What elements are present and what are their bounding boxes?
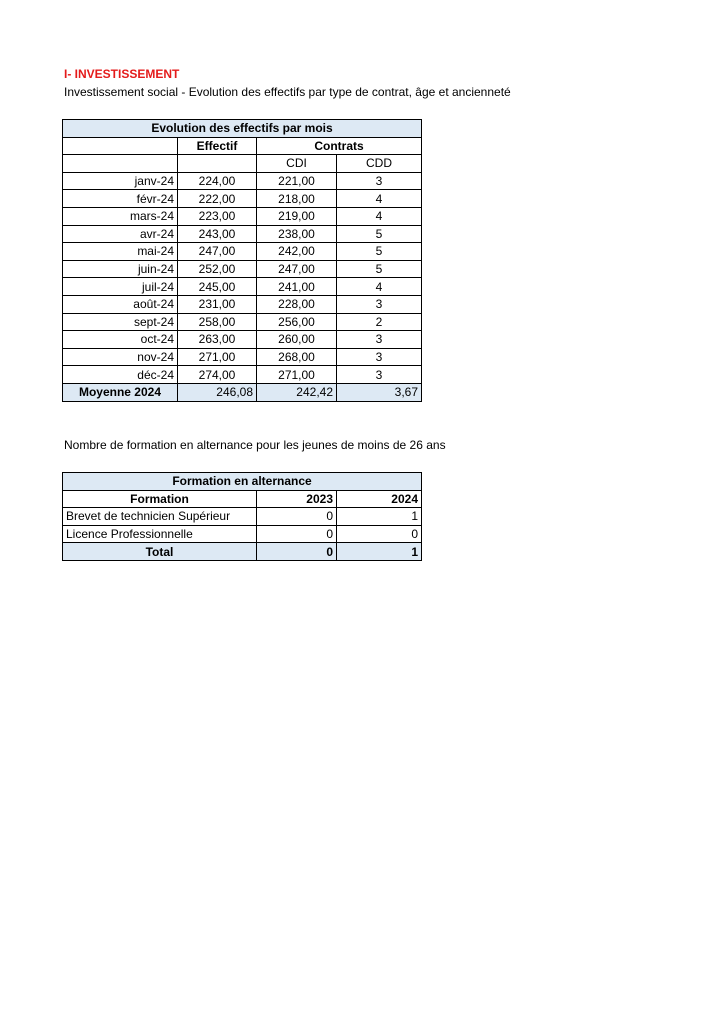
cdd-cell: 3: [337, 348, 422, 366]
effectif-cell: 274,00: [178, 366, 257, 384]
cdi-cell: 241,00: [257, 278, 337, 296]
header-2024: 2024: [337, 490, 422, 508]
table-row: [63, 508, 422, 526]
cdi-cell: 238,00: [257, 225, 337, 243]
cdd-cell: 5: [337, 260, 422, 278]
month-cell: juin-24: [63, 260, 178, 278]
cdi-cell: 218,00: [257, 190, 337, 208]
cdi-cell: 256,00: [257, 313, 337, 331]
effectif-cell: 223,00: [178, 207, 257, 225]
value-2023-cell: 0: [257, 525, 337, 543]
month-cell: févr-24: [63, 190, 178, 208]
effectif-cell: 258,00: [178, 313, 257, 331]
effectif-cell: 252,00: [178, 260, 257, 278]
effectif-cell: 224,00: [178, 172, 257, 190]
effectif-cell: 245,00: [178, 278, 257, 296]
value-2024-cell: 1: [337, 508, 422, 526]
cdd-cell: 3: [337, 295, 422, 313]
month-cell: avr-24: [63, 225, 178, 243]
header-2023: 2023: [257, 490, 337, 508]
average-effectif: 246,08: [178, 383, 257, 401]
alternance-note: Nombre de formation en alternance pour les jeunes de moins de 26 ans: [64, 438, 446, 452]
header-contrats: Contrats: [257, 137, 422, 155]
cdd-cell: 5: [337, 243, 422, 261]
average-cdd: 3,67: [337, 383, 422, 401]
formation-name-cell: Brevet de technicien Supérieur: [63, 508, 257, 526]
cdd-cell: 4: [337, 207, 422, 225]
table-row: [63, 366, 422, 384]
alternance-table-title: Formation en alternance: [63, 473, 422, 491]
table-row: [63, 207, 422, 225]
month-cell: juil-24: [63, 278, 178, 296]
header-formation: Formation: [63, 490, 257, 508]
value-2023-cell: 0: [257, 508, 337, 526]
cdd-cell: 3: [337, 366, 422, 384]
page-subtitle: Investissement social - Evolution des effectifs par type de contrat, âge et ancienneté: [64, 85, 511, 99]
cdd-cell: 5: [337, 225, 422, 243]
average-cdi: 242,42: [257, 383, 337, 401]
month-cell: mars-24: [63, 207, 178, 225]
empty-subheader-cell: [178, 155, 257, 173]
effectif-cell: 243,00: [178, 225, 257, 243]
cdd-cell: 4: [337, 190, 422, 208]
month-cell: nov-24: [63, 348, 178, 366]
table-row: [63, 225, 422, 243]
effectif-cell: 222,00: [178, 190, 257, 208]
month-cell: sept-24: [63, 313, 178, 331]
average-label: Moyenne 2024: [63, 383, 178, 401]
month-cell: oct-24: [63, 331, 178, 349]
formation-name-cell: Licence Professionnelle: [63, 525, 257, 543]
header-effectif: Effectif: [178, 137, 257, 155]
table-row: [63, 348, 422, 366]
month-cell: déc-24: [63, 366, 178, 384]
table-row: [63, 172, 422, 190]
month-cell: août-24: [63, 295, 178, 313]
effectif-cell: 247,00: [178, 243, 257, 261]
table-row: [63, 278, 422, 296]
month-cell: mai-24: [63, 243, 178, 261]
cdi-cell: 260,00: [257, 331, 337, 349]
table-row: [63, 525, 422, 543]
table-row: [63, 260, 422, 278]
total-2024: 1: [337, 543, 422, 561]
table-row: [63, 243, 422, 261]
effectifs-table-title: Evolution des effectifs par mois: [63, 120, 422, 138]
cdi-cell: 271,00: [257, 366, 337, 384]
cdi-cell: 242,00: [257, 243, 337, 261]
value-2024-cell: 0: [337, 525, 422, 543]
table-row: [63, 313, 422, 331]
effectif-cell: 231,00: [178, 295, 257, 313]
cdi-cell: 268,00: [257, 348, 337, 366]
table-row: [63, 331, 422, 349]
empty-header-cell: [63, 137, 178, 155]
cdi-cell: 228,00: [257, 295, 337, 313]
header-cdd: CDD: [337, 155, 422, 173]
section-title: I- INVESTISSEMENT: [64, 67, 180, 81]
header-cdi: CDI: [257, 155, 337, 173]
cdd-cell: 4: [337, 278, 422, 296]
cdi-cell: 219,00: [257, 207, 337, 225]
empty-subheader-cell: [63, 155, 178, 173]
table-row: [63, 190, 422, 208]
table-row: [63, 295, 422, 313]
cdd-cell: 3: [337, 331, 422, 349]
effectif-cell: 271,00: [178, 348, 257, 366]
cdd-cell: 3: [337, 172, 422, 190]
cdd-cell: 2: [337, 313, 422, 331]
total-2023: 0: [257, 543, 337, 561]
total-label: Total: [63, 543, 257, 561]
cdi-cell: 247,00: [257, 260, 337, 278]
alternance-table: [62, 472, 422, 561]
effectif-cell: 263,00: [178, 331, 257, 349]
month-cell: janv-24: [63, 172, 178, 190]
cdi-cell: 221,00: [257, 172, 337, 190]
effectifs-table: [62, 119, 422, 402]
